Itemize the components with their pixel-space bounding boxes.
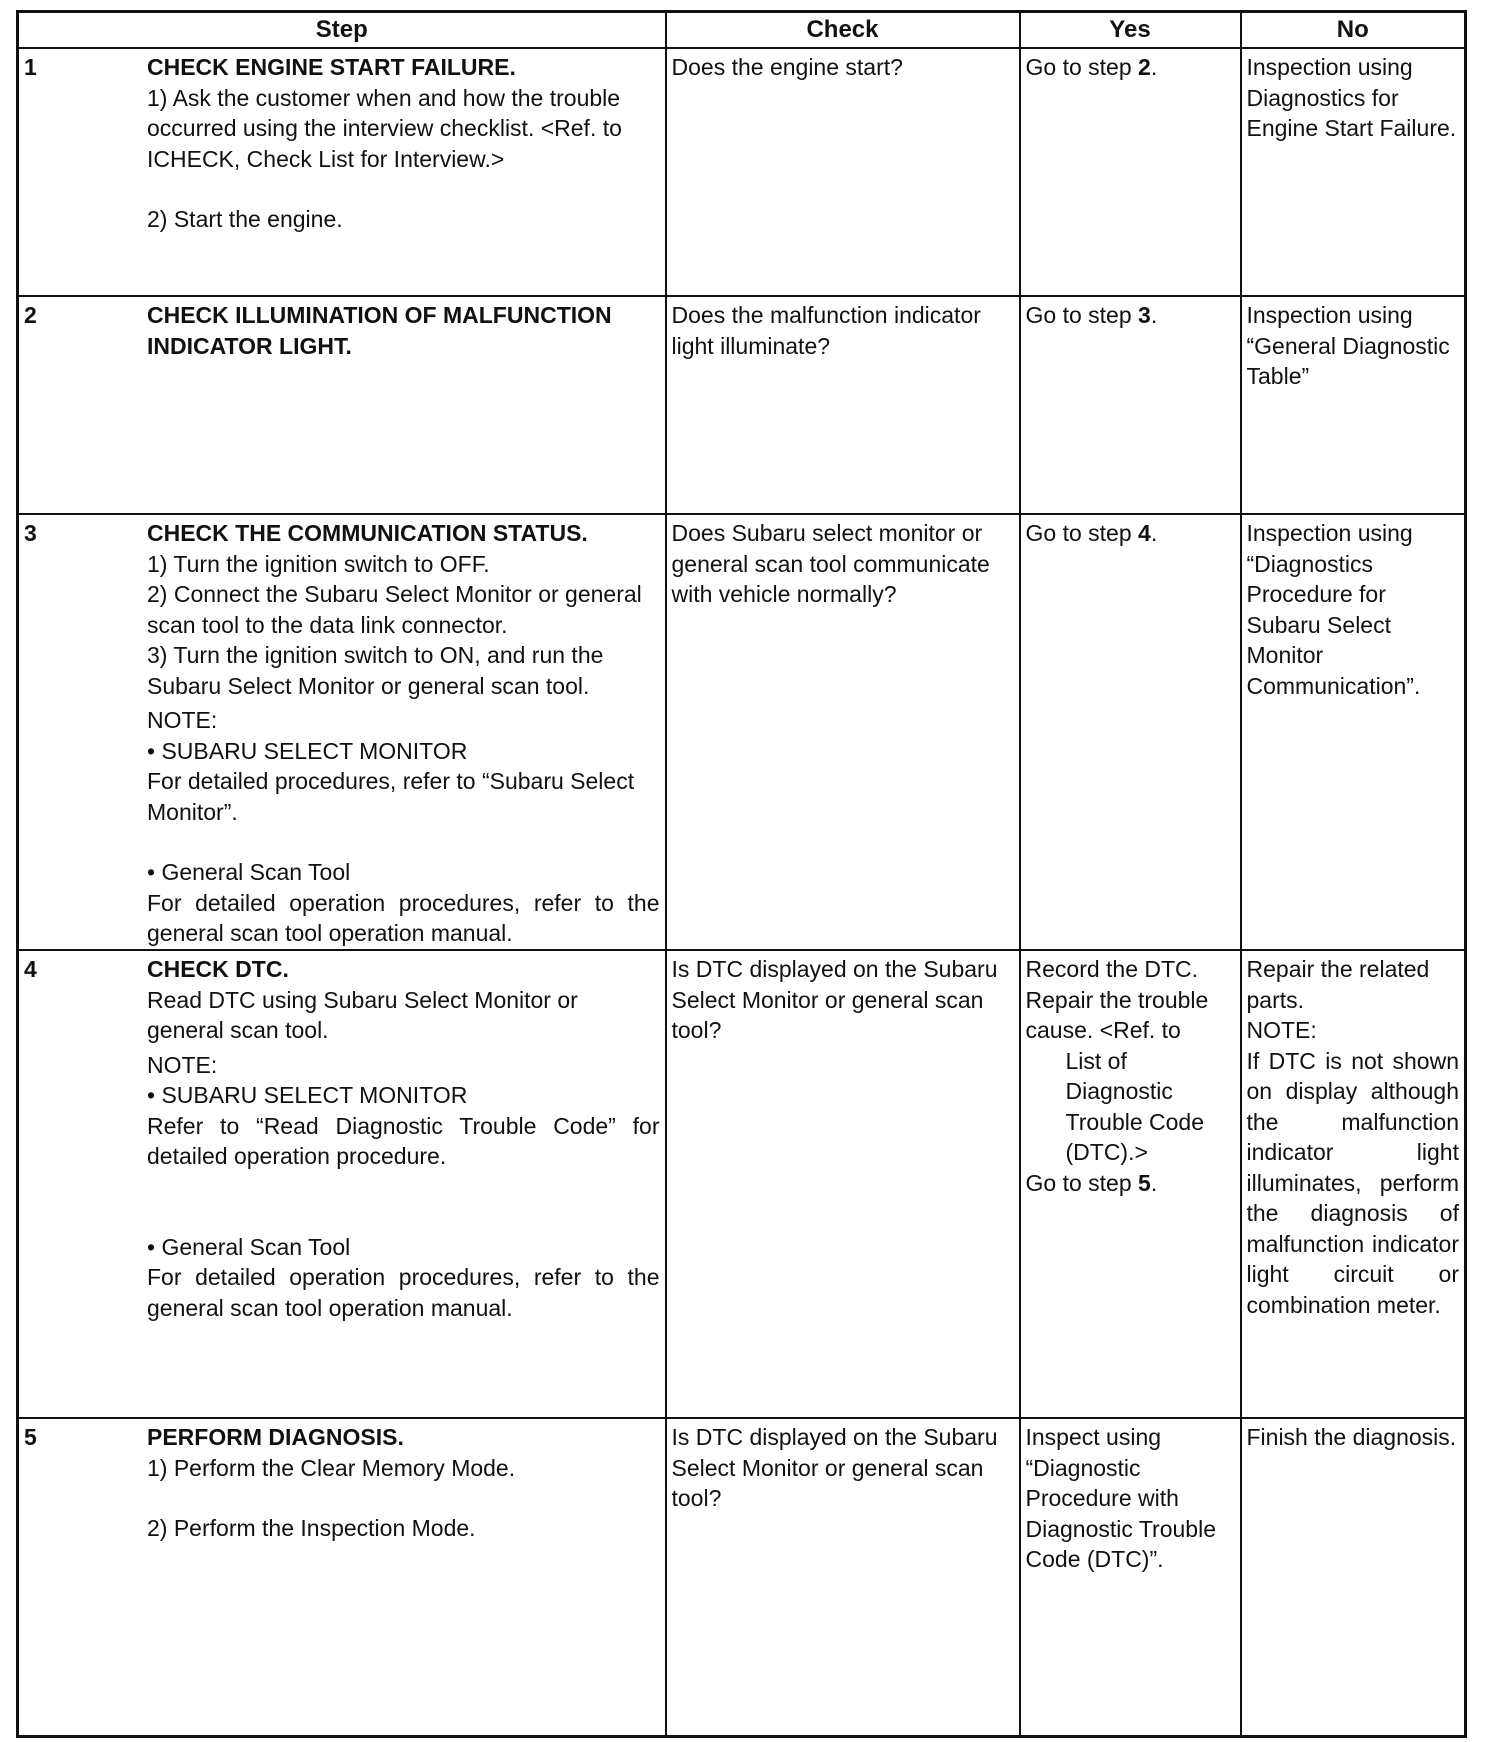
no-cell: Inspection using “Diagnostics Procedure for Subaru Select Monitor Communication”.	[1241, 514, 1466, 950]
check-cell: Does the malfunction indicator light illuminate?	[666, 296, 1020, 514]
step-cell	[18, 514, 666, 950]
yes-line: Repair the trouble cause. <Ref. to	[1025, 986, 1209, 1043]
step-number: 5	[24, 1424, 37, 1450]
yes-step-number: 5	[1138, 1169, 1151, 1196]
bullet-text: For detailed operation procedures, refer to the general scan tool operation manual.	[147, 1264, 660, 1321]
no-cell: Finish the diagnosis.	[1241, 1418, 1466, 1736]
check-cell: Does the engine start?	[666, 48, 1020, 296]
note-label: NOTE:	[147, 707, 218, 733]
yes-line: Record the DTC.	[1025, 956, 1199, 982]
table-row	[18, 1418, 1466, 1736]
yes-text: Go to step	[1025, 520, 1139, 546]
step-substep: 2) Start the engine.	[147, 206, 343, 232]
table-row	[18, 296, 1466, 514]
step-title: CHECK ILLUMINATION OF MALFUNCTION INDICATOR LIGHT.	[147, 302, 612, 359]
bullet-text: For detailed procedures, refer to “Subaru Select Monitor”.	[147, 768, 635, 825]
yes-step-number: 4	[1138, 520, 1151, 546]
step-title: CHECK DTC.	[147, 956, 289, 982]
header-no: No	[1241, 12, 1466, 49]
bullet-text: Refer to “Read Diagnostic Trouble Code” for detailed operation procedure.	[147, 1112, 660, 1169]
step-cell	[18, 1418, 666, 1736]
bullet-text: For detailed operation procedures, refer to the general scan tool operation manual.	[147, 889, 660, 946]
bullet-heading: • SUBARU SELECT MONITOR	[147, 1082, 468, 1108]
step-cell	[18, 296, 666, 514]
header-row	[18, 12, 1466, 49]
yes-suffix: .	[1150, 520, 1158, 546]
header-step: Step	[18, 12, 666, 49]
yes-step-number: 2	[1138, 54, 1151, 80]
no-line: If DTC is not shown on display although the malfunction indicator light illuminates, perform the diagnosis of malfunction indicator light circuit or combination meter.	[1246, 1047, 1459, 1318]
step-substep: 1) Ask the customer when and how the trouble occurred using the interview checklist. <Ref. to ICHECK, Check List for Interview.>	[147, 84, 622, 172]
yes-cell	[1020, 296, 1241, 514]
no-note-label: NOTE:	[1246, 1017, 1317, 1043]
check-cell: Is DTC displayed on the Subaru Select Monitor or general scan tool?	[666, 1418, 1020, 1736]
yes-text: Go to step	[1025, 302, 1139, 328]
no-cell: Inspection using Diagnostics for Engine Start Failure.	[1241, 48, 1466, 296]
table-row	[18, 514, 1466, 950]
no-line: Repair the related parts.	[1246, 956, 1430, 1013]
step-text: Read DTC using Subaru Select Monitor or general scan tool.	[147, 986, 578, 1043]
step-title: CHECK ENGINE START FAILURE.	[147, 54, 516, 80]
step-title: PERFORM DIAGNOSIS.	[147, 1424, 404, 1450]
yes-text: Go to step	[1025, 54, 1139, 80]
yes-text: Go to step	[1025, 1169, 1139, 1196]
note-label: NOTE:	[147, 1051, 218, 1078]
step-substep: 3) Turn the ignition switch to ON, and run the Subaru Select Monitor or general scan tool.	[147, 642, 604, 699]
check-cell: Does Subaru select monitor or general scan tool communicate with vehicle normally?	[666, 514, 1020, 950]
bullet-heading: • General Scan Tool	[147, 859, 351, 885]
step-number: 4	[24, 956, 37, 982]
yes-suffix: .	[1150, 54, 1158, 80]
header-yes: Yes	[1020, 12, 1241, 49]
yes-cell: Inspect using “Diagnostic Procedure with Diagnostic Trouble Code (DTC)”.	[1020, 1418, 1241, 1736]
yes-cell	[1020, 514, 1241, 950]
yes-suffix: .	[1150, 1169, 1158, 1196]
step-number: 2	[24, 302, 37, 328]
yes-step-number: 3	[1138, 302, 1151, 328]
step-title: CHECK THE COMMUNICATION STATUS.	[147, 520, 588, 546]
bullet-heading: • General Scan Tool	[147, 1233, 351, 1260]
diagnostic-table	[16, 10, 1467, 1738]
step-substep: 1) Perform the Clear Memory Mode.	[147, 1454, 516, 1481]
yes-suffix: .	[1150, 302, 1158, 328]
step-substep: 1) Turn the ignition switch to OFF.	[147, 550, 490, 577]
header-check: Check	[666, 12, 1020, 49]
no-cell: Inspection using “General Diagnostic Table”	[1241, 296, 1466, 514]
yes-cell	[1020, 48, 1241, 296]
yes-line: List of Diagnostic Trouble Code (DTC).>	[1065, 1047, 1205, 1165]
step-number: 1	[24, 54, 37, 80]
step-cell	[18, 950, 666, 1418]
table-row	[18, 950, 1466, 1418]
table-row	[18, 48, 1466, 296]
no-cell	[1241, 950, 1466, 1418]
step-number: 3	[24, 520, 37, 546]
step-substep: 2) Perform the Inspection Mode.	[147, 1515, 476, 1541]
step-substep: 2) Connect the Subaru Select Monitor or general scan tool to the data link connector.	[147, 581, 642, 638]
yes-cell	[1020, 950, 1241, 1418]
bullet-heading: • SUBARU SELECT MONITOR	[147, 737, 468, 764]
check-cell: Is DTC displayed on the Subaru Select Monitor or general scan tool?	[666, 950, 1020, 1418]
step-cell	[18, 48, 666, 296]
